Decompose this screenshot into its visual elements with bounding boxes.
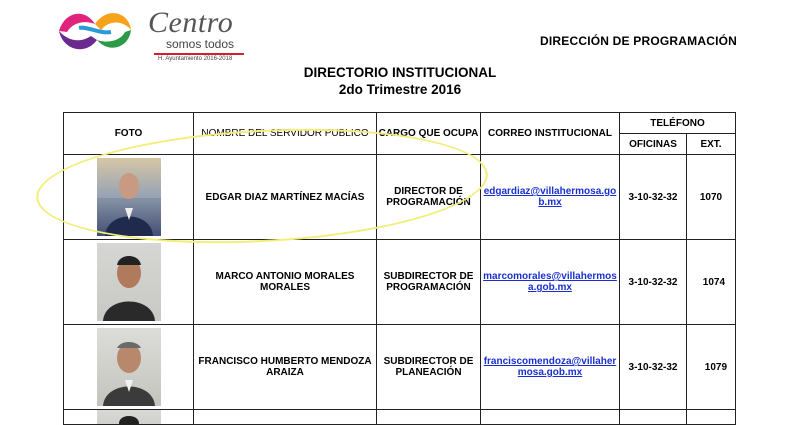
staff-ext: 1070 (687, 155, 736, 240)
col-header-ext: EXT. (687, 134, 736, 155)
table-row (64, 240, 736, 325)
table-row (64, 325, 736, 410)
staff-photo (97, 410, 161, 424)
page-subtitle: 2do Trimestre 2016 (338, 82, 462, 97)
staff-position: SUBDIRECTOR DE PLANEACIÓN (377, 325, 481, 410)
col-header-position: CARGO QUE OCUPA (377, 113, 481, 155)
table-row (64, 155, 736, 240)
staff-position: SUBDIRECTOR DE PROGRAMACIÓN (377, 240, 481, 325)
department-heading: DIRECCIÓN DE PROGRAMACIÓN (540, 34, 738, 48)
col-header-phone: TELÉFONO (620, 113, 736, 134)
photo-cell (64, 410, 194, 425)
staff-ext: 1074 (687, 240, 736, 325)
staff-photo (97, 243, 161, 321)
centro-logo-icon (55, 6, 135, 56)
staff-email-link[interactable]: edgardiaz@villahermosa.gob.mx (481, 155, 620, 240)
staff-name: FRANCISCO HUMBERTO MENDOZA ARAIZA (194, 325, 377, 410)
brand-block (148, 8, 268, 62)
brand-tagline: H. Ayuntamiento 2016-2018 (158, 56, 233, 62)
staff-office-phone: 3-10-32-32 (620, 240, 687, 325)
col-header-offices: OFICINAS (620, 134, 687, 155)
staff-office-phone: 3-10-32-32 (620, 155, 687, 240)
staff-office-phone: 3-10-32-32 (620, 325, 687, 410)
staff-email-link[interactable]: franciscomendoza@villahermosa.gob.mx (481, 325, 620, 410)
photo-cell (64, 240, 194, 325)
col-header-photo: FOTO (64, 113, 194, 155)
staff-position: DIRECTOR DE PROGRAMACIÓN (377, 155, 481, 240)
staff-ext: 1079 (687, 325, 736, 410)
staff-email-link[interactable]: marcomorales@villahermosa.gob.mx (481, 240, 620, 325)
staff-photo (97, 328, 161, 406)
directory-table (63, 112, 736, 425)
page-title: DIRECTORIO INSTITUCIONAL (303, 65, 497, 80)
brand-name: Centro (148, 6, 234, 39)
brand-rule (154, 53, 244, 55)
col-header-name: NOMBRE DEL SERVIDOR PUBLICO (194, 113, 377, 155)
photo-cell (64, 325, 194, 410)
photo-cell (64, 155, 194, 240)
brand-subtitle: somos todos (166, 37, 235, 51)
col-header-email: CORREO INSTITUCIONAL (481, 113, 620, 155)
staff-photo (97, 158, 161, 236)
staff-name: EDGAR DIAZ MARTÍNEZ MACÍAS (194, 155, 377, 240)
table-row (64, 410, 736, 425)
staff-name: MARCO ANTONIO MORALES MORALES (194, 240, 377, 325)
